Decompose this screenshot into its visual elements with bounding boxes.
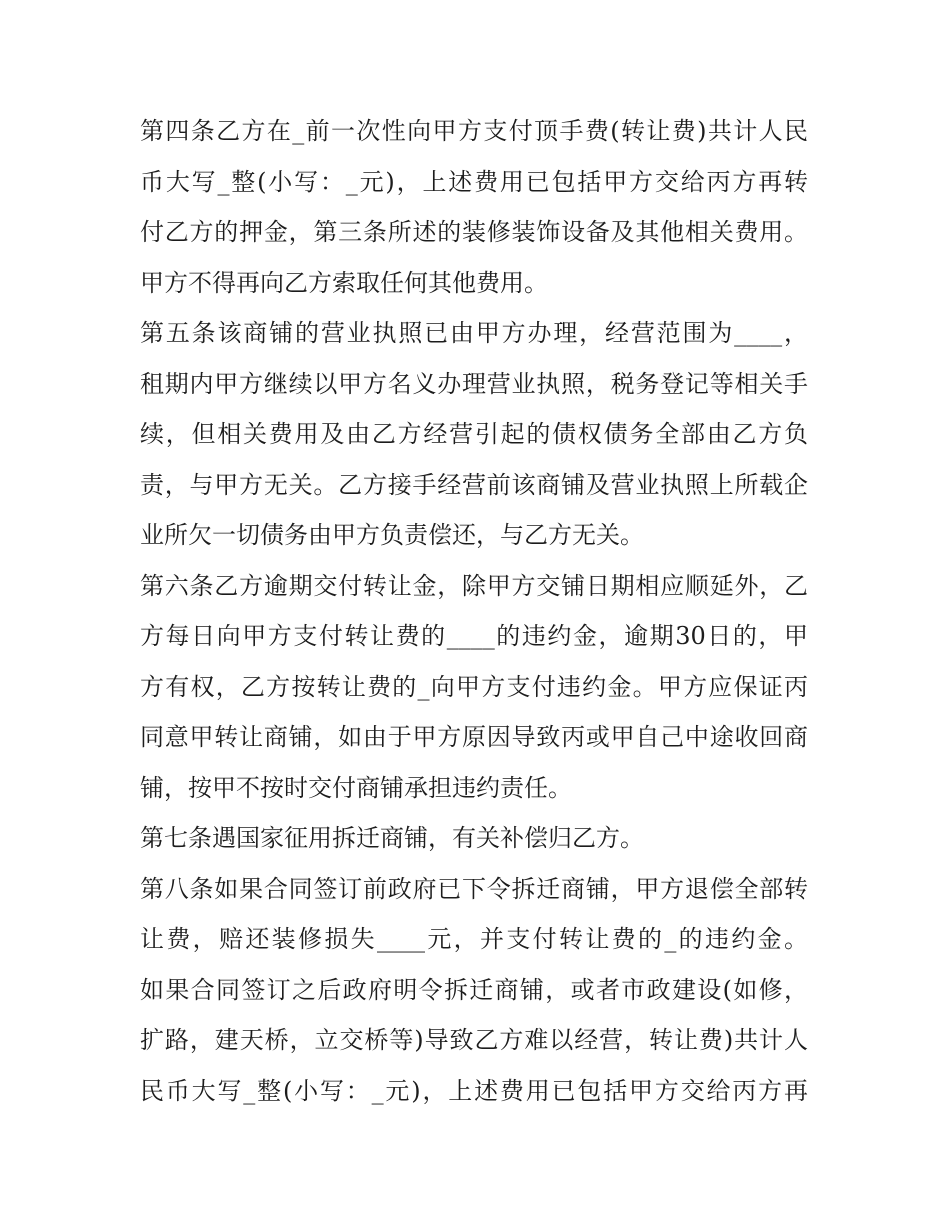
text-line: 方有权，乙方按转让费的_向甲方支付违约金。甲方应保证丙 <box>140 672 808 701</box>
text-line: 同意甲转让商铺，如由于甲方原因导致丙或甲自己中途收回商 <box>140 723 808 751</box>
clause-5-paragraph <box>140 308 808 561</box>
text-line: 让费，赔还装修损失____元，并支付转让费的_的违约金。 <box>140 925 808 953</box>
clause-4-paragraph <box>140 106 808 308</box>
text-line: 第四条乙方在_前一次性向甲方支付顶手费(转让费)共计人民 <box>140 117 808 145</box>
text-line: 币大写_整(小写：_元)，上述费用已包括甲方交给丙方再转 <box>140 167 808 196</box>
text-line: 第七条遇国家征用拆迁商铺，有关补偿归乙方。 <box>140 824 644 852</box>
text-line: 方每日向甲方支付转让费的____的违约金，逾期30日的，甲 <box>140 622 808 650</box>
text-line: 民币大写_整(小写：_元)，上述费用已包括甲方交给丙方再 <box>140 1076 808 1105</box>
text-line: 付乙方的押金，第三条所述的装修装饰设备及其他相关费用。 <box>140 218 808 246</box>
text-line: 续，但相关费用及由乙方经营引起的债权债务全部由乙方负 <box>140 420 808 448</box>
text-line: 第五条该商铺的营业执照已由甲方办理，经营范围为____， <box>140 319 808 347</box>
clause-8-paragraph <box>140 864 808 1117</box>
text-line: 甲方不得再向乙方索取任何其他费用。 <box>140 268 548 297</box>
contract-text-block <box>140 106 808 1116</box>
clause-6-paragraph <box>140 561 808 814</box>
text-line: 租期内甲方继续以甲方名义办理营业执照，税务登记等相关手 <box>140 369 808 398</box>
text-line: 第八条如果合同签订前政府已下令拆迁商铺，甲方退偿全部转 <box>140 874 808 903</box>
text-line: 扩路，建天桥，立交桥等)导致乙方难以经营，转让费)共计人 <box>140 1026 808 1054</box>
text-line: 铺，按甲不按时交付商铺承担违约责任。 <box>140 773 572 802</box>
text-line: 如果合同签订之后政府明令拆迁商铺，或者市政建设(如修， <box>140 975 808 1004</box>
text-line: 业所欠一切债务由甲方负责偿还，与乙方无关。 <box>140 521 644 549</box>
text-line: 责，与甲方无关。乙方接手经营前该商铺及营业执照上所载企 <box>140 470 808 499</box>
text-line: 第六条乙方逾期交付转让金，除甲方交铺日期相应顺延外，乙 <box>140 571 808 600</box>
clause-7-paragraph <box>140 813 808 864</box>
